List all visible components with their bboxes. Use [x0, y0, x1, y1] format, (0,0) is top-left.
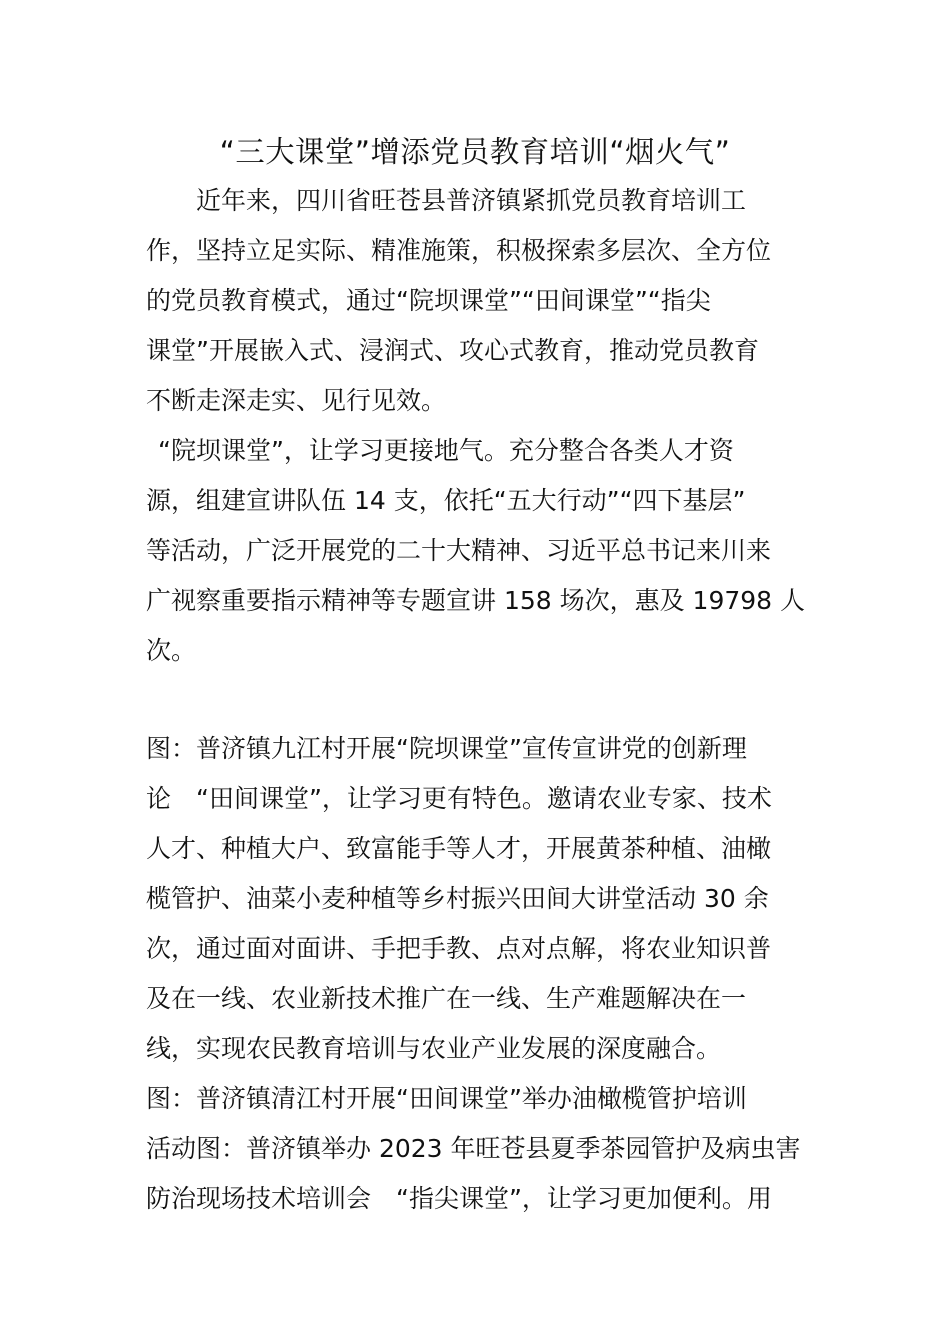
- paragraph-line: 论 “田间课堂”，让学习更有特色。邀请农业专家、技术: [146, 784, 772, 813]
- paragraph-line: “院坝课堂”，让学习更接地气。充分整合各类人才资: [158, 436, 734, 465]
- paragraph-line: 源，组建宣讲队伍 14 支，依托“五大行动”“四下基层”: [146, 486, 746, 515]
- paragraph-line: 及在一线、农业新技术推广在一线、生产难题解决在一: [146, 984, 747, 1013]
- paragraph-line: 线，实现农民教育培训与农业产业发展的深度融合。: [146, 1034, 722, 1063]
- document-title: “三大课堂”增添党员教育培训“烟火气”: [219, 135, 731, 169]
- image-caption-line: 图：普济镇九江村开展“院坝课堂”宣传宣讲党的创新理: [146, 734, 747, 763]
- paragraph-line: 等活动，广泛开展党的二十大精神、习近平总书记来川来: [146, 536, 772, 565]
- paragraph-line: 榄管护、油菜小麦种植等乡村振兴田间大讲堂活动 30 余: [146, 884, 769, 913]
- paragraph-line: 近年来，四川省旺苍县普济镇紧抓党员教育培训工: [146, 186, 747, 215]
- paragraph-line: 不断走深走实、见行见效。: [146, 386, 447, 415]
- paragraph-line: 课堂”开展嵌入式、浸润式、攻心式教育，推动党员教育: [146, 336, 759, 365]
- paragraph-line: 防治现场技术培训会 “指尖课堂”，让学习更加便利。用: [146, 1184, 772, 1213]
- paragraph-line: 广视察重要指示精神等专题宣讲 158 场次，惠及 19798 人: [146, 586, 806, 615]
- image-caption-line: 活动图：普济镇举办 2023 年旺苍县夏季茶园管护及病虫害: [146, 1134, 801, 1163]
- paragraph-line: 作，坚持立足实际、精准施策，积极探索多层次、全方位: [146, 236, 772, 265]
- paragraph-line: 的党员教育模式，通过“院坝课堂”“田间课堂”“指尖: [146, 286, 711, 315]
- paragraph-line: 人才、种植大户、致富能手等人才，开展黄茶种植、油橄: [146, 834, 772, 863]
- paragraph-line: 次。: [146, 636, 197, 665]
- image-caption-line: 图：普济镇清江村开展“田间课堂”举办油橄榄管护培训: [146, 1084, 747, 1113]
- paragraph-line: 次，通过面对面讲、手把手教、点对点解，将农业知识普: [146, 934, 772, 963]
